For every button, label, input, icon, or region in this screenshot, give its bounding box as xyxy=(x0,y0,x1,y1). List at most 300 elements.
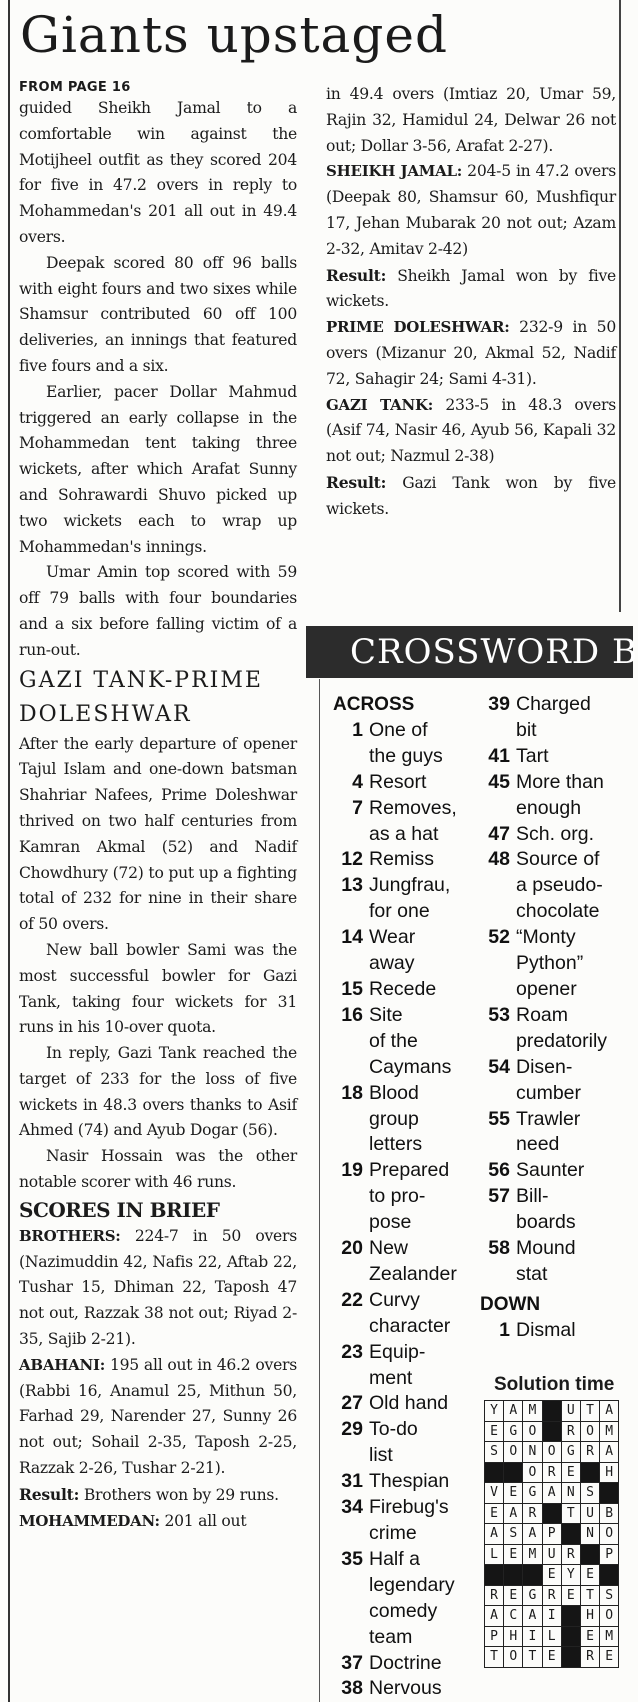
letter-cell: O xyxy=(600,1524,619,1545)
black-square xyxy=(561,1606,580,1627)
clue-text: Old hand xyxy=(369,1392,449,1415)
clue-text: Site xyxy=(369,1003,403,1026)
clue-text: Python” xyxy=(516,952,584,975)
black-square xyxy=(600,1565,619,1586)
black-square xyxy=(504,1565,523,1586)
result-3 xyxy=(326,470,616,523)
clue-number xyxy=(480,1081,516,1107)
clue-number: 12 xyxy=(341,848,363,871)
letter-cell: R xyxy=(485,1585,504,1606)
clue-text: “Monty xyxy=(516,926,576,949)
letter-cell: O xyxy=(523,1421,542,1442)
clue xyxy=(333,796,473,822)
clue xyxy=(333,718,473,744)
clue-text: boards xyxy=(516,1211,576,1234)
letter-cell: R xyxy=(561,1544,580,1565)
letter-cell: I xyxy=(523,1626,542,1647)
letter-cell: E xyxy=(561,1585,580,1606)
clue xyxy=(333,1003,473,1029)
letter-cell: T xyxy=(580,1585,599,1606)
letter-cell: R xyxy=(580,1647,599,1668)
clue xyxy=(480,822,633,848)
clue-number: 29 xyxy=(341,1418,363,1441)
letter-cell: L xyxy=(485,1544,504,1565)
clue-text: ment xyxy=(369,1366,413,1389)
clue xyxy=(333,847,473,873)
clue-number xyxy=(480,951,516,977)
letter-cell: T xyxy=(561,1503,580,1524)
clue-text: Disen- xyxy=(516,1055,573,1078)
letter-cell: O xyxy=(580,1421,599,1442)
clue-text: legendary xyxy=(369,1573,455,1596)
clue-number: 31 xyxy=(341,1470,363,1493)
black-square xyxy=(485,1565,504,1586)
team-label: BROTHERS: xyxy=(19,1226,121,1245)
black-square xyxy=(561,1524,580,1545)
letter-cell: R xyxy=(542,1585,561,1606)
across-clue-list xyxy=(333,718,473,1702)
across-clue-list-continued xyxy=(480,692,633,1288)
clue-text: letters xyxy=(369,1133,423,1156)
clue-number: 35 xyxy=(341,1547,363,1570)
result-text: Brothers won by 29 runs. xyxy=(79,1485,279,1504)
clue-number xyxy=(333,1314,369,1340)
clue-number xyxy=(480,796,516,822)
letter-cell: V xyxy=(485,1483,504,1504)
clue xyxy=(333,1055,473,1081)
letter-cell: A xyxy=(523,1606,542,1627)
clue-number: 23 xyxy=(341,1340,363,1363)
result-label: Result: xyxy=(19,1484,80,1504)
clue-number xyxy=(480,1029,516,1055)
clue xyxy=(480,1081,633,1107)
clue-text: away xyxy=(369,952,415,975)
subhead-gazi-tank: GAZI TANK-PRIME DOLESHWAR xyxy=(19,667,263,727)
clue-text: character xyxy=(369,1314,451,1337)
clues-column-right xyxy=(480,692,633,1344)
letter-cell: H xyxy=(600,1462,619,1483)
clue xyxy=(333,1029,473,1055)
clue-text: team xyxy=(369,1625,413,1648)
clue-number xyxy=(480,1262,516,1288)
team-label: PRIME DOLESHWAR: xyxy=(326,318,510,337)
clue xyxy=(333,1625,473,1651)
clue xyxy=(333,977,473,1003)
clue xyxy=(333,951,473,977)
letter-cell: O xyxy=(542,1442,561,1463)
clue xyxy=(333,1158,473,1184)
clue-text: One of xyxy=(369,718,428,741)
letter-cell: M xyxy=(600,1421,619,1442)
letter-cell: U xyxy=(561,1401,580,1422)
clue-text: the guys xyxy=(369,744,443,767)
clue xyxy=(480,770,633,796)
clue xyxy=(480,1262,633,1288)
clue xyxy=(480,1236,633,1262)
clue-text: Doctrine xyxy=(369,1651,442,1674)
letter-cell: I xyxy=(542,1606,561,1627)
clue-text: Wear xyxy=(369,926,416,949)
solution-heading: Solution time xyxy=(494,1374,615,1395)
clue-text: Recede xyxy=(369,977,437,1000)
grid-row xyxy=(485,1565,619,1586)
paragraph-8: Nasir Hossain was the other notable scorer with 46 runs. xyxy=(19,1147,297,1192)
score-mohammedan xyxy=(19,1509,297,1535)
clue-number: 34 xyxy=(341,1496,363,1519)
clue-text: of the xyxy=(369,1029,418,1052)
clue-text: crime xyxy=(369,1522,417,1544)
clue-text: Half a xyxy=(369,1547,420,1570)
clue-number xyxy=(333,1029,369,1055)
clue-text: pose xyxy=(369,1211,412,1234)
headline: Giants upstaged xyxy=(20,6,448,64)
clue-text: for one xyxy=(369,900,430,923)
clue-number xyxy=(333,951,369,977)
clue xyxy=(480,1318,633,1344)
grid-row xyxy=(485,1503,619,1524)
score-text: 233-5 in 48.3 overs (Asif 74, Nasir 46, Ayub 56, Kapali 32 not out; Nazmul 2-38) xyxy=(326,395,616,466)
letter-cell: A xyxy=(600,1442,619,1463)
letter-cell: E xyxy=(485,1503,504,1524)
clue-text: Remiss xyxy=(369,848,435,871)
clue-number xyxy=(333,1210,369,1236)
score-gazi-tank xyxy=(326,393,616,470)
clue-number: 16 xyxy=(341,1003,363,1026)
clue-text: opener xyxy=(516,977,577,1000)
clue xyxy=(480,1107,633,1133)
letter-cell: E xyxy=(504,1544,523,1565)
clue-number xyxy=(333,1443,369,1469)
clue-number xyxy=(333,1599,369,1625)
result-label: Result: xyxy=(326,472,387,492)
result-2 xyxy=(326,263,616,316)
clue-number xyxy=(333,1573,369,1599)
score-text: 195 all out in 46.2 overs (Rabbi 16, Anamul 25, Mithun 50, Farhad 29, Narender 27, Sunny 26 not out; Sohail 2-35, Taposh 2-25, Razzak 2-26, Tushar 2-21). xyxy=(19,1355,297,1478)
clue-text: Equip- xyxy=(369,1340,426,1363)
clue-number: 7 xyxy=(352,796,363,819)
letter-cell: R xyxy=(561,1421,580,1442)
letter-cell: T xyxy=(580,1401,599,1422)
black-square xyxy=(542,1421,561,1442)
article-column-1 xyxy=(19,80,297,1534)
clues-column-left xyxy=(333,692,473,1702)
clue-text: Bill- xyxy=(516,1185,549,1208)
letter-cell: N xyxy=(561,1483,580,1504)
black-square xyxy=(600,1483,619,1504)
clue-number xyxy=(333,1132,369,1158)
clue xyxy=(480,1003,633,1029)
clue-number: 38 xyxy=(341,1677,363,1700)
clue-text: Resort xyxy=(369,770,427,793)
clue-text: to pro- xyxy=(369,1185,426,1208)
down-heading: DOWN xyxy=(480,1293,541,1315)
clue-text: Thespian xyxy=(369,1470,450,1493)
clue-number: 48 xyxy=(488,848,510,871)
clue-text: Mound xyxy=(516,1237,576,1260)
clue xyxy=(480,1029,633,1055)
letter-cell: M xyxy=(600,1626,619,1647)
clue-number xyxy=(333,1107,369,1133)
grid-row xyxy=(485,1483,619,1504)
letter-cell: T xyxy=(485,1647,504,1668)
grid-row xyxy=(485,1544,619,1565)
clue xyxy=(333,1314,473,1340)
clue-text: need xyxy=(516,1133,560,1156)
paragraph-1: guided Sheikh Jamal to a comfortable win against the Motijheel outfit as they scored 204 for five in 47.2 overs in reply to Mohammedan's 201 all out in 49.4 overs. xyxy=(19,99,297,246)
paragraph-2: Deepak scored 80 off 96 balls with eight fours and two sixes while Shamsur contributed 60 off 100 deliveries, an innings that featured five fours and a six. xyxy=(19,253,297,375)
clue-number: 58 xyxy=(488,1237,510,1260)
clue-number: 4 xyxy=(352,770,363,793)
team-label: GAZI TANK: xyxy=(326,395,434,414)
clue-number: 15 xyxy=(341,977,363,1000)
letter-cell: G xyxy=(561,1442,580,1463)
clue-number xyxy=(480,718,516,744)
clue-text: Firebug's xyxy=(369,1496,449,1519)
clue-number xyxy=(333,1262,369,1288)
clue-number xyxy=(333,1625,369,1651)
clue-number xyxy=(333,1184,369,1210)
letter-cell: P xyxy=(600,1544,619,1565)
clue-number xyxy=(333,1366,369,1392)
paragraph-5: After the early departure of opener Tajul Islam and one-down batsman Shahriar Nafees, Prime Doleshwar thrived on two half centuries from Kamran Akmal (52) and Nadif Chowdhury (72) to put up a fighting total of 232 for nine in their share of 50 overs. xyxy=(19,734,297,934)
clue-text: Tart xyxy=(516,744,549,767)
letter-cell: P xyxy=(485,1626,504,1647)
grid-row xyxy=(485,1462,619,1483)
clue-number xyxy=(333,1055,369,1081)
clue-text: Sch. org. xyxy=(516,822,595,845)
letter-cell: U xyxy=(580,1503,599,1524)
clue-text: Blood xyxy=(369,1081,419,1104)
clue xyxy=(333,1340,473,1366)
clue xyxy=(480,1158,633,1184)
clue-text: Jungfrau, xyxy=(369,874,451,897)
clue-text: Zealander xyxy=(369,1262,457,1285)
across-heading: ACROSS xyxy=(333,694,415,715)
crossword-title-tail: B xyxy=(600,632,638,672)
letter-cell: N xyxy=(523,1442,542,1463)
letter-cell: O xyxy=(504,1442,523,1463)
letter-cell: M xyxy=(523,1544,542,1565)
letter-cell: O xyxy=(600,1606,619,1627)
score-text: 204-5 in 47.2 overs (Deepak 80, Shamsur 60, Mushfiqur 17, Jehan Mubarak 20 not out; Azam 2-32, Amitav 2-42) xyxy=(326,162,616,258)
clue-number xyxy=(333,744,369,770)
clue xyxy=(333,1651,473,1677)
black-square xyxy=(523,1565,542,1586)
clue xyxy=(480,692,633,718)
column-rule-left xyxy=(8,0,10,1702)
crossword-banner xyxy=(306,626,638,678)
clue-text: New xyxy=(369,1237,409,1260)
grid-row xyxy=(485,1647,619,1668)
clue-text: Caymans xyxy=(369,1055,452,1078)
clue-number: 54 xyxy=(488,1055,510,1078)
letter-cell: E xyxy=(580,1626,599,1647)
score-abahani xyxy=(19,1353,297,1482)
letter-cell: Y xyxy=(561,1565,580,1586)
score-sheikh-jamal xyxy=(326,159,616,262)
result-text: Sheikh Jamal won by five wickets. xyxy=(326,266,616,311)
clue xyxy=(333,1521,473,1547)
score-prime-doleshwar xyxy=(326,315,616,392)
black-square xyxy=(580,1462,599,1483)
clue-text: cumber xyxy=(516,1081,582,1104)
black-square xyxy=(504,1462,523,1483)
grid-row xyxy=(485,1421,619,1442)
clue-text: Curvy xyxy=(369,1288,420,1311)
clue-text: Roam xyxy=(516,1003,569,1026)
letter-cell: S xyxy=(600,1585,619,1606)
letter-cell: A xyxy=(504,1503,523,1524)
result-text: Gazi Tank won by five wickets. xyxy=(326,473,616,518)
letter-cell: E xyxy=(580,1565,599,1586)
clue-number: 14 xyxy=(341,926,363,949)
article-column-2 xyxy=(326,82,616,523)
clue xyxy=(333,1495,473,1521)
letter-cell: E xyxy=(542,1565,561,1586)
letter-cell: P xyxy=(542,1524,561,1545)
clue xyxy=(333,1262,473,1288)
clue-number: 13 xyxy=(341,874,363,897)
clue-text: Removes, xyxy=(369,796,457,819)
clue-text: as a hat xyxy=(369,822,439,845)
clue xyxy=(333,1236,473,1262)
letter-cell: O xyxy=(523,1462,542,1483)
clue-number: 27 xyxy=(341,1392,363,1415)
letter-cell: S xyxy=(485,1442,504,1463)
team-label: MOHAMMEDAN: xyxy=(19,1511,160,1530)
clue-text: chocolate xyxy=(516,900,600,923)
clue xyxy=(333,1547,473,1573)
black-square xyxy=(561,1626,580,1647)
letter-cell: A xyxy=(504,1401,523,1422)
clue-text: More than xyxy=(516,770,604,793)
letter-cell: U xyxy=(542,1544,561,1565)
letter-cell: A xyxy=(600,1401,619,1422)
clue xyxy=(480,873,633,899)
clue xyxy=(480,796,633,822)
clue xyxy=(333,1599,473,1625)
score-text: 201 all out xyxy=(159,1511,247,1530)
clue-number: 22 xyxy=(341,1288,363,1311)
letter-cell: E xyxy=(542,1647,561,1668)
clue-number xyxy=(480,873,516,899)
score-brothers xyxy=(19,1224,297,1353)
black-square xyxy=(542,1503,561,1524)
clue xyxy=(480,925,633,951)
clue xyxy=(480,899,633,925)
letter-cell: S xyxy=(504,1524,523,1545)
clue xyxy=(333,925,473,951)
letter-cell: G xyxy=(523,1483,542,1504)
clue xyxy=(480,744,633,770)
clue-number: 1 xyxy=(352,718,363,741)
letter-cell: H xyxy=(504,1626,523,1647)
letter-cell: M xyxy=(523,1401,542,1422)
letter-cell: E xyxy=(561,1462,580,1483)
clue-text: To-do xyxy=(369,1418,418,1441)
clue-number xyxy=(480,1210,516,1236)
clue-text: comedy xyxy=(369,1599,438,1622)
clue-number: 47 xyxy=(488,822,510,845)
letter-cell: A xyxy=(542,1483,561,1504)
letter-cell: E xyxy=(504,1483,523,1504)
clue xyxy=(333,873,473,899)
clue-text: predatorily xyxy=(516,1029,608,1052)
grid-row xyxy=(485,1442,619,1463)
letter-cell: T xyxy=(523,1647,542,1668)
clue-text: Prepared xyxy=(369,1159,450,1182)
clue xyxy=(333,1676,473,1702)
clue-text: a pseudo- xyxy=(516,874,603,897)
paragraph-7: In reply, Gazi Tank reached the target of 233 for the loss of five wickets in 48.3 overs thanks to Asif Ahmed (74) and Ayub Dogar (56). xyxy=(19,1044,297,1140)
clue-text: Nervous xyxy=(369,1677,442,1700)
subhead-scores-in-brief: SCORES IN BRIEF xyxy=(19,1197,220,1222)
clue-number: 20 xyxy=(341,1237,363,1260)
letter-cell: S xyxy=(580,1483,599,1504)
clue-number: 57 xyxy=(488,1185,510,1208)
kicker-from-page: FROM PAGE 16 xyxy=(19,80,131,95)
letter-cell: A xyxy=(485,1524,504,1545)
team-label: ABAHANI: xyxy=(19,1355,106,1374)
clue xyxy=(480,847,633,873)
clue xyxy=(333,1443,473,1469)
clue-number xyxy=(333,1521,369,1547)
clue-number: 18 xyxy=(341,1081,363,1104)
letter-cell: C xyxy=(504,1606,523,1627)
letter-cell: H xyxy=(580,1606,599,1627)
clue xyxy=(333,1417,473,1443)
clue-text: group xyxy=(369,1107,419,1130)
black-square xyxy=(580,1544,599,1565)
clue-number: 55 xyxy=(488,1107,510,1130)
clue-number xyxy=(480,1132,516,1158)
letter-cell: L xyxy=(542,1626,561,1647)
letter-cell: G xyxy=(523,1585,542,1606)
clue xyxy=(333,1366,473,1392)
clue xyxy=(480,1055,633,1081)
clue xyxy=(333,770,473,796)
crossword-title: CROSSWORD xyxy=(350,632,601,672)
grid-row xyxy=(485,1626,619,1647)
grid-row xyxy=(485,1401,619,1422)
clue xyxy=(333,1107,473,1133)
paragraph-4: Umar Amin top scored with 59 off 79 balls with four boundaries and a six before falling victim of a run-out. xyxy=(19,563,297,659)
letter-cell: N xyxy=(580,1524,599,1545)
grid-row xyxy=(485,1606,619,1627)
clue-text: enough xyxy=(516,796,582,819)
letter-cell: Y xyxy=(485,1401,504,1422)
letter-cell: B xyxy=(600,1503,619,1524)
clue-text: Saunter xyxy=(516,1159,585,1182)
clue xyxy=(480,951,633,977)
black-square xyxy=(542,1401,561,1422)
score-mohammedan-continued: in 49.4 overs (Imtiaz 20, Umar 59, Rajin 32, Hamidul 24, Delwar 26 not out; Dollar 3-56, Arafat 2-27). xyxy=(326,85,616,155)
clue-text: stat xyxy=(516,1262,548,1285)
clue-text: Dismal xyxy=(516,1318,576,1341)
letter-cell: E xyxy=(600,1647,619,1668)
black-square xyxy=(485,1462,504,1483)
letter-cell: R xyxy=(542,1462,561,1483)
clue-number: 1 xyxy=(499,1318,510,1341)
clue-text: Trawler xyxy=(516,1107,581,1130)
solution-grid xyxy=(484,1400,619,1668)
clue-number: 37 xyxy=(341,1651,363,1674)
clue xyxy=(333,822,473,848)
column-rule-right xyxy=(619,0,621,612)
clue-number: 19 xyxy=(341,1159,363,1182)
clue xyxy=(333,744,473,770)
clue-number xyxy=(333,822,369,848)
